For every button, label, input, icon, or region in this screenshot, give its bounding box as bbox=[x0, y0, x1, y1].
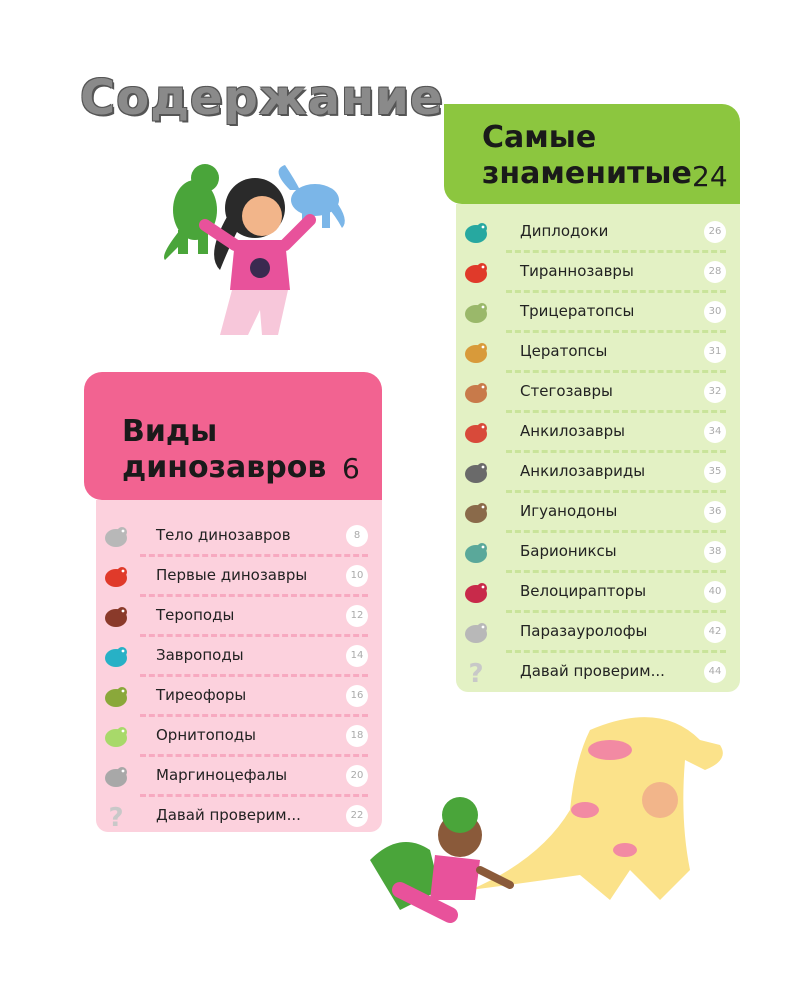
page-title: Содержание bbox=[80, 70, 444, 126]
palm-tree-icon bbox=[102, 642, 130, 670]
contents-item-label: Анкилозавриды bbox=[520, 462, 646, 480]
contents-item-label: Тиреофоры bbox=[156, 686, 247, 704]
contents-item-page-number: 40 bbox=[704, 581, 726, 603]
contents-item-page-number: 28 bbox=[704, 261, 726, 283]
contents-item-label: Давай проверим... bbox=[156, 806, 301, 824]
contents-item-page-number: 22 bbox=[346, 805, 368, 827]
stegosaurus-icon bbox=[462, 378, 490, 406]
contents-item[interactable] bbox=[456, 412, 740, 452]
contents-item-page-number: 31 bbox=[704, 341, 726, 363]
contents-item-label: Анкилозавры bbox=[520, 422, 626, 440]
svg-text:?: ? bbox=[108, 803, 124, 830]
iguanodon-hand-icon bbox=[462, 498, 490, 526]
contents-item[interactable] bbox=[456, 452, 740, 492]
contents-item[interactable] bbox=[456, 212, 740, 252]
svg-text:?: ? bbox=[468, 659, 484, 686]
diplodocus-icon bbox=[462, 218, 490, 246]
contents-item-page-number: 32 bbox=[704, 381, 726, 403]
section-title-line1: Самые bbox=[482, 120, 597, 155]
contents-item[interactable] bbox=[456, 292, 740, 332]
contents-item[interactable] bbox=[456, 252, 740, 292]
section-header-most-famous[interactable] bbox=[444, 104, 740, 204]
contents-item-page-number: 18 bbox=[346, 725, 368, 747]
contents-item-label: Тираннозавры bbox=[520, 262, 634, 280]
contents-item[interactable] bbox=[456, 372, 740, 412]
velociraptor-icon bbox=[462, 578, 490, 606]
section-page-number: 24 bbox=[692, 160, 728, 193]
question-icon bbox=[462, 658, 490, 686]
contents-item[interactable] bbox=[456, 572, 740, 612]
question-icon bbox=[102, 802, 130, 830]
contents-item[interactable] bbox=[456, 612, 740, 652]
section-page-number: 6 bbox=[342, 452, 360, 485]
section-title-line1: Виды bbox=[122, 414, 218, 449]
contents-item[interactable] bbox=[96, 516, 382, 556]
contents-item-label: Игуанодоны bbox=[520, 502, 618, 520]
triceratops-icon bbox=[462, 298, 490, 326]
contents-item-label: Орнитоподы bbox=[156, 726, 256, 744]
section-header-dinosaur-types[interactable] bbox=[84, 372, 382, 500]
contents-item[interactable] bbox=[96, 796, 382, 836]
contents-item[interactable] bbox=[96, 556, 382, 596]
contents-list-dinosaur-types bbox=[96, 500, 382, 832]
contents-item-page-number: 16 bbox=[346, 685, 368, 707]
shell-icon bbox=[102, 682, 130, 710]
meat-icon bbox=[102, 602, 130, 630]
contents-item-label: Трицератопсы bbox=[520, 302, 635, 320]
contents-item-page-number: 26 bbox=[704, 221, 726, 243]
contents-item-label: Маргиноцефалы bbox=[156, 766, 288, 784]
contents-item-label: Паразауролофы bbox=[520, 622, 648, 640]
contents-item-label: Завроподы bbox=[156, 646, 244, 664]
contents-item-label: Стегозавры bbox=[520, 382, 613, 400]
contents-item-label: Бариониксы bbox=[520, 542, 617, 560]
contents-list-most-famous bbox=[456, 204, 740, 692]
contents-item-page-number: 20 bbox=[346, 765, 368, 787]
contents-item-page-number: 34 bbox=[704, 421, 726, 443]
contents-item-page-number: 42 bbox=[704, 621, 726, 643]
contents-item-page-number: 30 bbox=[704, 301, 726, 323]
contents-item[interactable] bbox=[456, 532, 740, 572]
contents-item-page-number: 38 bbox=[704, 541, 726, 563]
contents-item-label: Давай проверим... bbox=[520, 662, 665, 680]
contents-item[interactable] bbox=[96, 756, 382, 796]
girl-with-dinosaurs-illustration bbox=[150, 160, 360, 350]
contents-item-page-number: 8 bbox=[346, 525, 368, 547]
contents-item[interactable] bbox=[456, 492, 740, 532]
contents-item[interactable] bbox=[96, 716, 382, 756]
picture-frame-icon bbox=[102, 562, 130, 590]
contents-item-page-number: 35 bbox=[704, 461, 726, 483]
section-title bbox=[122, 414, 326, 486]
section-title bbox=[482, 120, 692, 192]
fossil-icon bbox=[102, 762, 130, 790]
girl-and-dinosaur-costume-illustration bbox=[360, 700, 740, 940]
contents-item-label: Диплодоки bbox=[520, 222, 609, 240]
contents-item[interactable] bbox=[96, 676, 382, 716]
contents-item[interactable] bbox=[456, 652, 740, 692]
egg-icon bbox=[102, 722, 130, 750]
spiked-ball-icon bbox=[462, 458, 490, 486]
contents-item-page-number: 10 bbox=[346, 565, 368, 587]
contents-item-label: Тело динозавров bbox=[156, 526, 291, 544]
contents-item-label: Цератопсы bbox=[520, 342, 608, 360]
skeleton-icon bbox=[102, 522, 130, 550]
tyrannosaurus-icon bbox=[462, 258, 490, 286]
contents-item-label: Тероподы bbox=[156, 606, 235, 624]
contents-item[interactable] bbox=[96, 636, 382, 676]
section-title-line2: динозавров bbox=[122, 450, 327, 485]
contents-item-label: Велоцирапторы bbox=[520, 582, 647, 600]
contents-item[interactable] bbox=[456, 332, 740, 372]
baryonyx-icon bbox=[462, 538, 490, 566]
contents-item-label: Первые динозавры bbox=[156, 566, 308, 584]
parasaurolophus-icon bbox=[462, 618, 490, 646]
contents-item[interactable] bbox=[96, 596, 382, 636]
contents-item-page-number: 36 bbox=[704, 501, 726, 523]
ceratops-icon bbox=[462, 338, 490, 366]
contents-item-page-number: 12 bbox=[346, 605, 368, 627]
ankylosaurus-icon bbox=[462, 418, 490, 446]
section-title-line2: знаменитые bbox=[482, 156, 692, 191]
contents-item-page-number: 14 bbox=[346, 645, 368, 667]
contents-item-page-number: 44 bbox=[704, 661, 726, 683]
